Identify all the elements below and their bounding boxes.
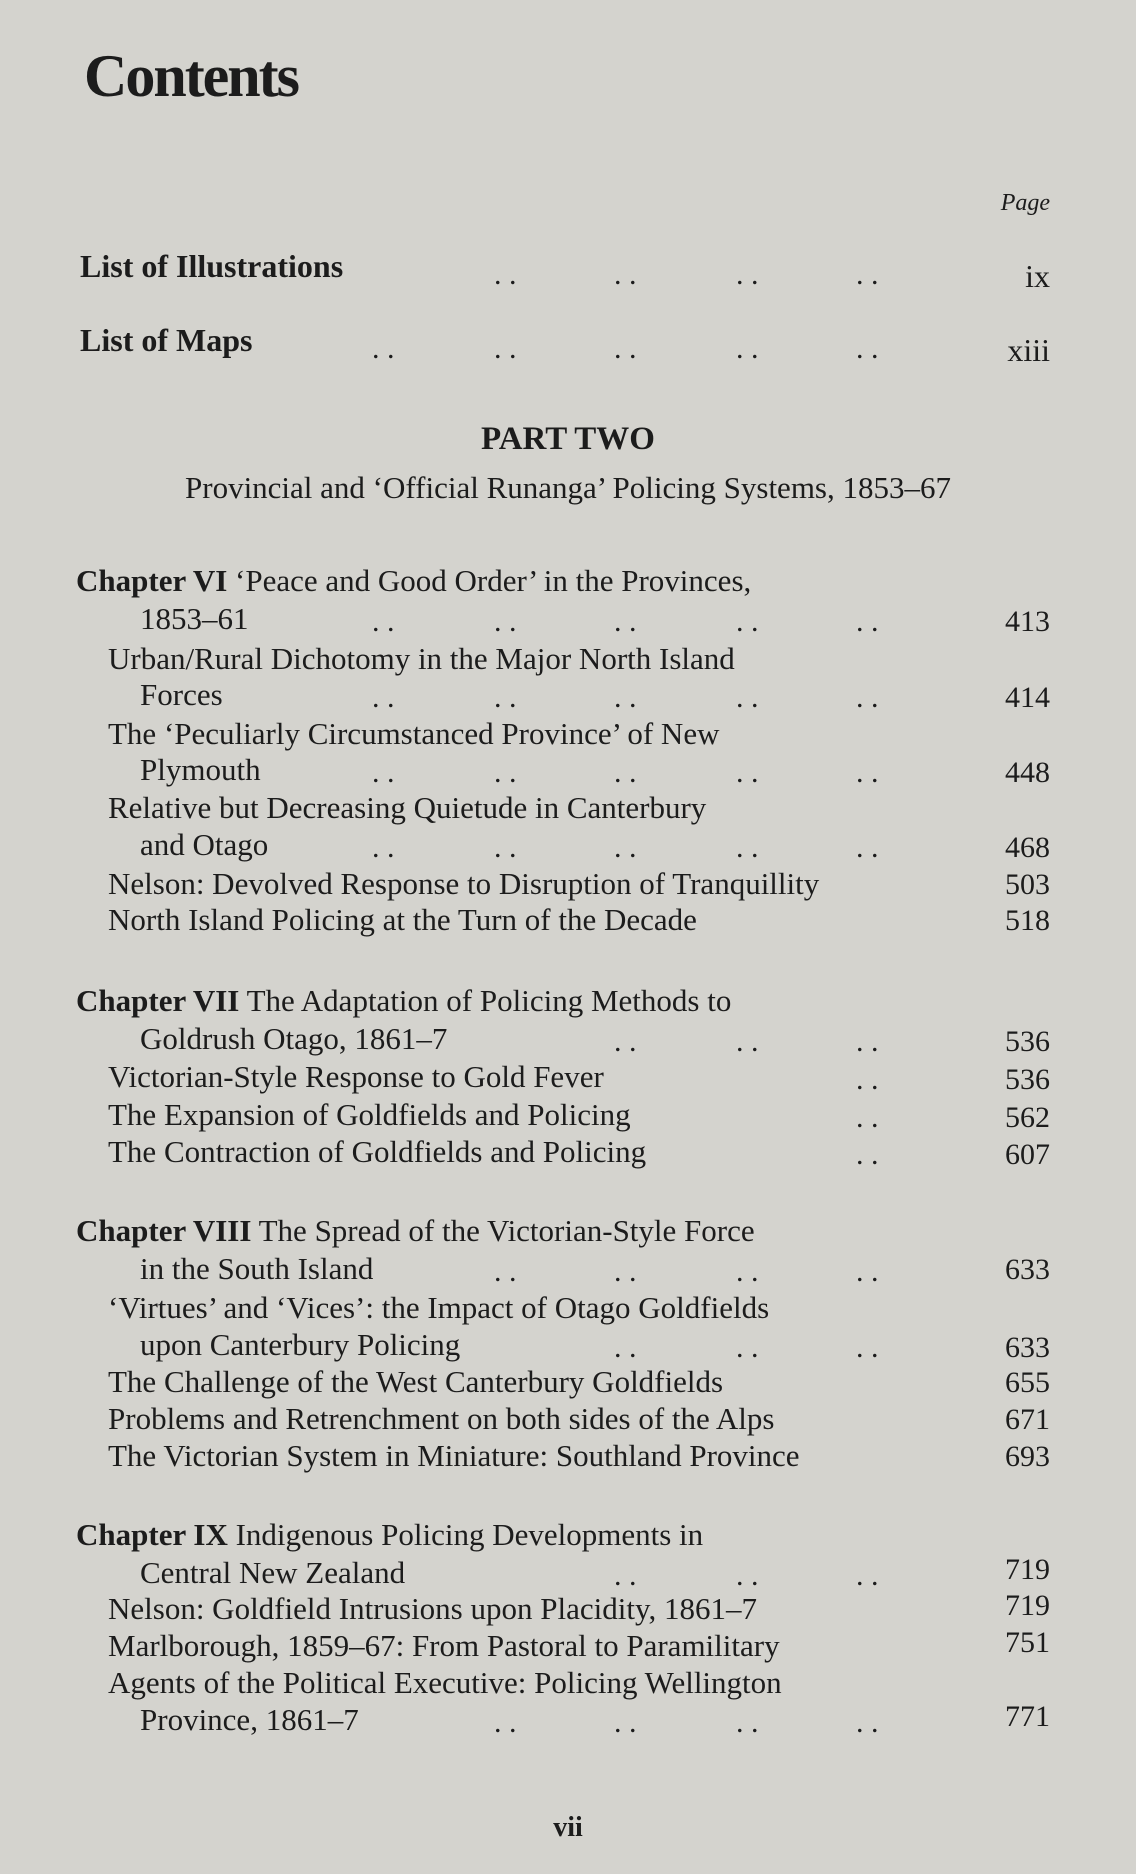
page-column-label: Page [1000, 190, 1050, 216]
chapter-label: Chapter IX [76, 1517, 228, 1552]
leader-dots: . . [856, 332, 879, 365]
chapter-label: Chapter VIII [76, 1213, 252, 1248]
leader-dots: . . [856, 831, 879, 864]
section-title: Nelson: Goldfield Intrusions upon Placidity, 1861–7 [108, 1591, 757, 1626]
front-matter-page: xiii [1007, 332, 1050, 368]
chapter-page: 719 [1005, 1553, 1050, 1586]
leader-dots: . . [372, 332, 395, 365]
front-matter-title: List of Illustrations [80, 248, 344, 284]
leader-dots: . . [614, 1559, 637, 1592]
leader-dots: . . [736, 681, 759, 714]
section-title: The Contraction of Goldfields and Policing [108, 1134, 647, 1169]
section-page: 655 [1005, 1366, 1050, 1399]
leader-dots: . . [614, 332, 637, 365]
section-page: 719 [1005, 1589, 1050, 1622]
leader-dots: . . [736, 605, 759, 638]
chapter-title: Indigenous Policing Developments in [235, 1517, 704, 1552]
chapter-title-continued: 1853–61 [140, 601, 249, 636]
leader-dots: . . [856, 258, 879, 291]
chapter-title: The Adaptation of Policing Methods to [246, 983, 732, 1018]
leader-dots: . . [856, 1706, 879, 1739]
leader-dots: . . [494, 1706, 517, 1739]
leader-dots: . . [736, 258, 759, 291]
front-matter-page: ix [1025, 258, 1050, 294]
chapter-label: Chapter VI [76, 563, 228, 598]
leader-dots: . . [614, 1706, 637, 1739]
leader-dots: . . [614, 1025, 637, 1058]
part-subtitle: Provincial and ‘Official Runanga’ Policing Systems, 1853–67 [185, 470, 951, 505]
leader-dots: . . [494, 258, 517, 291]
part-title: PART TWO [481, 421, 655, 457]
section-title-continued: Plymouth [140, 752, 261, 787]
section-title: Relative but Decreasing Quietude in Canterbury [108, 790, 707, 825]
section-page: 693 [1005, 1440, 1050, 1473]
section-page: 607 [1005, 1138, 1050, 1171]
section-page: 771 [1005, 1700, 1050, 1733]
section-page: 503 [1005, 868, 1050, 901]
section-title-continued: upon Canterbury Policing [140, 1327, 461, 1362]
section-page: 633 [1005, 1331, 1050, 1364]
section-title: Agents of the Political Executive: Policing Wellington [108, 1665, 782, 1700]
chapter-title-continued: Goldrush Otago, 1861–7 [140, 1021, 448, 1056]
leader-dots: . . [614, 1255, 637, 1288]
leader-dots: . . [856, 1025, 879, 1058]
leader-dots: . . [614, 1331, 637, 1364]
leader-dots: . . [856, 1559, 879, 1592]
leader-dots: . . [494, 681, 517, 714]
section-title: Nelson: Devolved Response to Disruption of Tranquillity [108, 866, 820, 901]
leader-dots: . . [856, 1255, 879, 1288]
chapter-page: 536 [1005, 1025, 1050, 1058]
leader-dots: . . [372, 831, 395, 864]
chapter-page: 633 [1005, 1253, 1050, 1286]
page-folio: vii [553, 1812, 583, 1843]
section-title-continued: Province, 1861–7 [140, 1702, 359, 1737]
chapter-title: The Spread of the Victorian-Style Force [258, 1213, 755, 1248]
chapter-title-continued: Central New Zealand [140, 1555, 406, 1590]
section-title: Urban/Rural Dichotomy in the Major North Island [108, 641, 735, 676]
leader-dots: . . [856, 756, 879, 789]
leader-dots: . . [372, 756, 395, 789]
leader-dots: . . [614, 258, 637, 291]
chapter-heading [76, 1517, 703, 1553]
leader-dots: . . [614, 756, 637, 789]
leader-dots: . . [736, 1025, 759, 1058]
section-title: The Victorian System in Miniature: Southland Province [108, 1438, 800, 1473]
leader-dots: . . [494, 831, 517, 864]
leader-dots: . . [736, 831, 759, 864]
chapter-title-continued: in the South Island [140, 1251, 374, 1286]
section-page: 414 [1005, 681, 1050, 714]
chapter-title: ‘Peace and Good Order’ in the Provinces, [235, 563, 752, 598]
section-page: 671 [1005, 1403, 1050, 1436]
leader-dots: . . [736, 756, 759, 789]
leader-dots: . . [856, 605, 879, 638]
section-page: 518 [1005, 904, 1050, 937]
leader-dots: . . [736, 332, 759, 365]
section-title: Marlborough, 1859–67: From Pastoral to Paramilitary [108, 1628, 780, 1663]
section-page: 448 [1005, 756, 1050, 789]
section-title: North Island Policing at the Turn of the Decade [108, 902, 697, 937]
chapter-heading [76, 1213, 755, 1249]
section-title: ‘Virtues’ and ‘Vices’: the Impact of Otago Goldfields [108, 1290, 770, 1325]
leader-dots: . . [372, 681, 395, 714]
section-title: The ‘Peculiarly Circumstanced Province’ of New [108, 716, 720, 751]
section-title: Problems and Retrenchment on both sides of the Alps [108, 1401, 775, 1436]
leader-dots: . . [494, 756, 517, 789]
chapter-page: 413 [1005, 605, 1050, 638]
section-title-continued: Forces [140, 677, 223, 712]
section-page: 536 [1005, 1063, 1050, 1096]
leader-dots: . . [736, 1255, 759, 1288]
leader-dots: . . [494, 332, 517, 365]
leader-dots: . . [614, 831, 637, 864]
leader-dots: . . [494, 1255, 517, 1288]
leader-dots: . . [856, 1101, 879, 1134]
leader-dots: . . [856, 1063, 879, 1096]
section-page: 751 [1005, 1626, 1050, 1659]
section-title: The Expansion of Goldfields and Policing [108, 1097, 631, 1132]
section-page: 562 [1005, 1101, 1050, 1134]
section-title: The Challenge of the West Canterbury Goldfields [108, 1364, 724, 1399]
chapter-heading [76, 563, 751, 599]
front-matter-title: List of Maps [80, 322, 253, 358]
leader-dots: . . [856, 1138, 879, 1171]
leader-dots: . . [736, 1331, 759, 1364]
page-heading: Contents [84, 43, 299, 109]
chapter-heading [76, 983, 731, 1019]
leader-dots: . . [736, 1559, 759, 1592]
leader-dots: . . [372, 605, 395, 638]
section-title: Victorian-Style Response to Gold Fever [108, 1059, 604, 1094]
leader-dots: . . [494, 605, 517, 638]
leader-dots: . . [736, 1706, 759, 1739]
chapter-label: Chapter VII [76, 983, 240, 1018]
leader-dots: . . [614, 681, 637, 714]
leader-dots: . . [856, 681, 879, 714]
section-page: 468 [1005, 831, 1050, 864]
leader-dots: . . [614, 605, 637, 638]
leader-dots: . . [856, 1331, 879, 1364]
section-title-continued: and Otago [140, 827, 269, 862]
